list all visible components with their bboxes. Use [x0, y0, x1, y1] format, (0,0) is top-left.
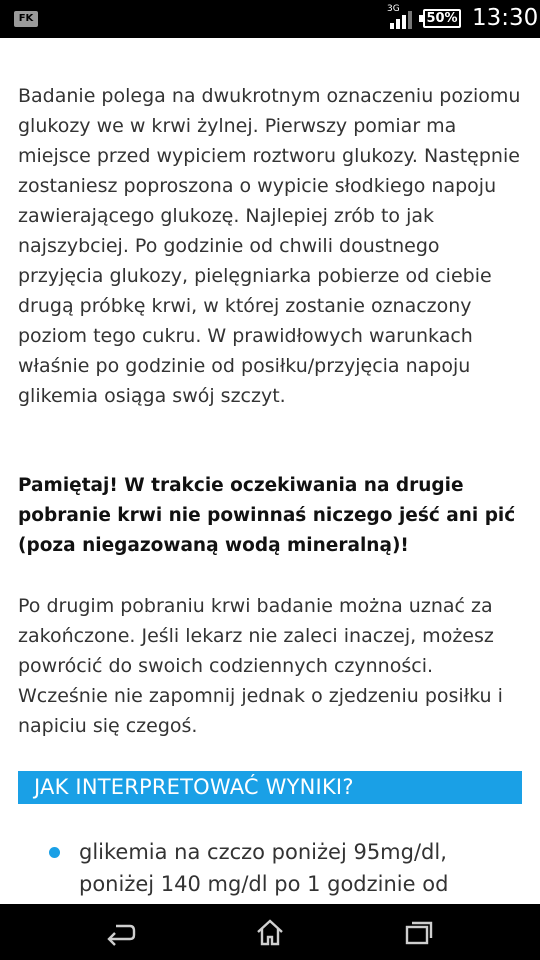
back-icon[interactable]: [106, 918, 136, 946]
article-paragraph: Badanie polega na dwukrotnym oznaczeniu poziomu glukozy we w krwi żylnej. Pierwszy pomiar ma miejsce przed wypiciem roztworu glukozy. Następnie zostaniesz poproszona o wypicie słodkiego napoju zawierającego glukozę. Najlepiej zrób to jak najszybciej. Po godzinie od chwili doustnego przyjęcia glukozy, pielęgniarka pobierze od ciebie drugą próbkę krwi, w której zostanie oznaczony poziom tego cukru. W prawidłowych warunkach właśnie po godzinie od posiłku/przyjęcia napoju glikemia osiąga swój szczyt.: [18, 85, 521, 407]
network-type-label: 3G: [387, 4, 400, 14]
article-paragraph: Po drugim pobraniu krwi badanie można uznać za zakończone. Jeśli lekarz nie zaleci inaczej, możesz powrócić do swoich codziennych czynności. Wcześnie nie zapomnij jednak o zjedzeniu posiłku i napiciu się czegoś.: [18, 595, 503, 737]
list-item: glikemia na czczo poniżej 95mg/dl, poniżej 140 mg/dl po 1 godzinie od: [79, 840, 449, 896]
navigation-bar: [0, 904, 540, 960]
section-heading: [18, 771, 522, 804]
recent-apps-icon[interactable]: [404, 918, 434, 946]
status-bar: [0, 0, 540, 38]
app-notification-icon: FK: [14, 11, 38, 27]
section-heading-text: JAK INTERPRETOWAĆ WYNIKI?: [34, 775, 354, 799]
article-content[interactable]: [0, 38, 540, 904]
home-icon[interactable]: [255, 918, 285, 946]
clock: 13:30: [472, 5, 539, 31]
battery-icon: 50%: [423, 9, 461, 28]
warning-paragraph: Pamiętaj! W trakcie oczekiwania na drugie pobranie krwi nie powinnaś niczego jeść ani pić (poza niegazowaną wodą mineralną)!: [18, 475, 516, 556]
signal-strength-icon: [388, 9, 416, 29]
bullet-icon: [49, 847, 60, 858]
